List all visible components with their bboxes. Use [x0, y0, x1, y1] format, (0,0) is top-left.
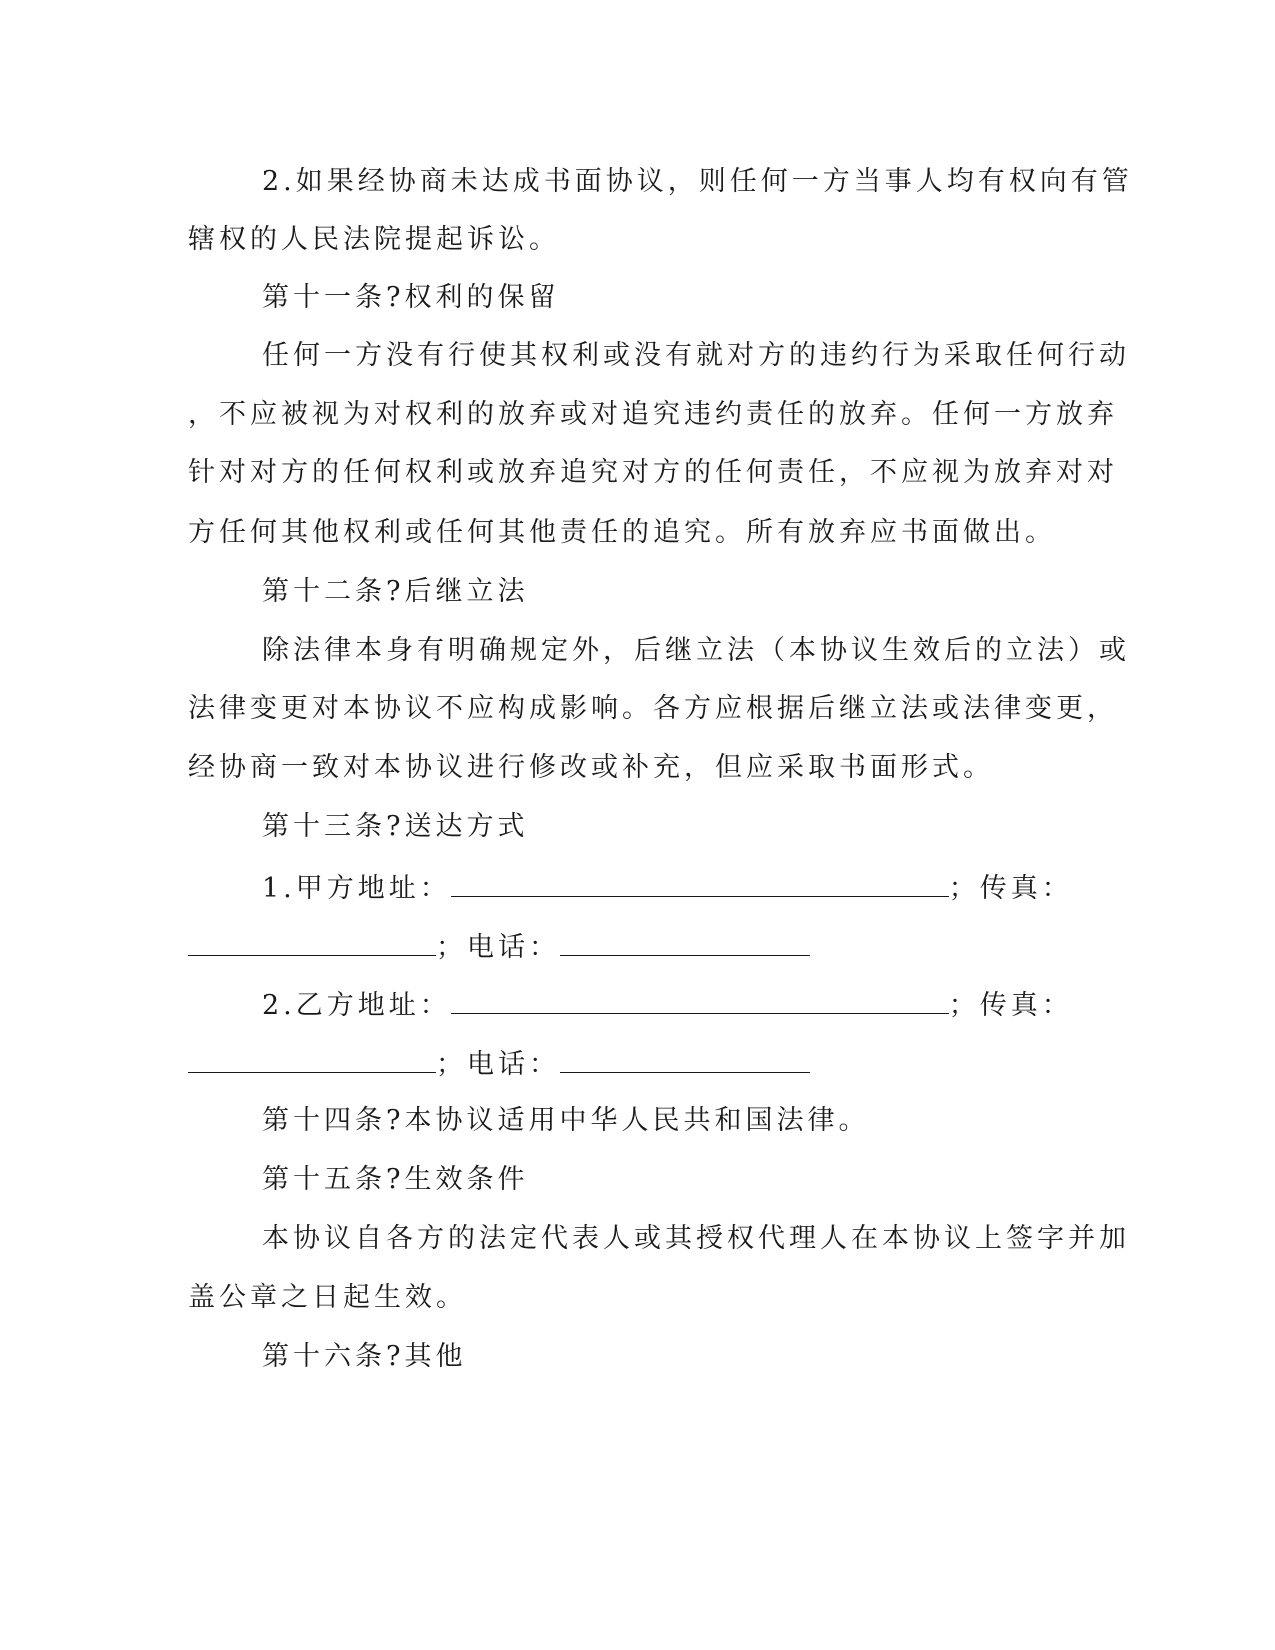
article-heading: 第十五条?生效条件 [262, 1164, 529, 1195]
paragraph-line: 本协议自各方的法定代表人或其授权代理人在本协议上签字并加 [262, 1223, 1130, 1254]
article-heading: 第十二条?后继立法 [262, 576, 529, 607]
paragraph-line: 方任何其他权利或任何其他责任的追究。所有放弃应书面做出。 [188, 517, 1056, 548]
paragraph-line: 法律变更对本协议不应构成影响。各方应根据后继立法或法律变更， [188, 693, 1118, 724]
paragraph-line: 除法律本身有明确规定外，后继立法（本协议生效后的立法）或 [262, 635, 1130, 666]
party-b-contact-line [0, 1042, 1275, 1082]
party-b-address-blank[interactable] [451, 983, 949, 1014]
party-b-fax-label: ；传真： [948, 990, 1073, 1021]
party-b-address-label: 2.乙方地址： [262, 990, 451, 1021]
party-a-address-blank[interactable] [451, 866, 949, 897]
party-b-phone-blank[interactable] [560, 1042, 810, 1073]
paragraph-line: 2.如果经协商未达成书面协议，则任何一方当事人均有权向有管 [262, 166, 1133, 197]
party-b-fax-blank[interactable] [188, 1042, 436, 1073]
party-a-address-line [0, 866, 1275, 906]
party-b-address-line [0, 983, 1275, 1023]
paragraph-line: 针对对方的任何权利或放弃追究对方的任何责任，不应视为放弃对对 [188, 457, 1118, 488]
party-a-phone-blank[interactable] [560, 925, 810, 956]
article-heading: 第十四条?本协议适用中华人民共和国法律。 [262, 1105, 870, 1136]
paragraph-line: 任何一方没有行使其权利或没有就对方的违约行为采取任何行动 [262, 340, 1130, 371]
paragraph-line: ，不应被视为对权利的放弃或对追究违约责任的放弃。任何一方放弃 [188, 399, 1118, 430]
article-heading: 第十六条?其他 [262, 1341, 467, 1372]
party-a-fax-blank[interactable] [188, 925, 436, 956]
article-heading: 第十一条?权利的保留 [262, 282, 560, 313]
party-a-contact-line [0, 925, 1275, 965]
paragraph-line: 经协商一致对本协议进行修改或补充，但应采取书面形式。 [188, 752, 994, 783]
article-heading: 第十三条?送达方式 [262, 811, 529, 842]
party-a-fax-label: ；传真： [948, 873, 1073, 904]
paragraph-line: 辖权的人民法院提起诉讼。 [188, 224, 560, 255]
party-a-phone-label: ；电话： [436, 932, 560, 963]
paragraph-line: 盖公章之日起生效。 [188, 1282, 467, 1313]
party-b-phone-label: ；电话： [436, 1049, 560, 1080]
party-a-address-label: 1.甲方地址： [262, 873, 451, 904]
